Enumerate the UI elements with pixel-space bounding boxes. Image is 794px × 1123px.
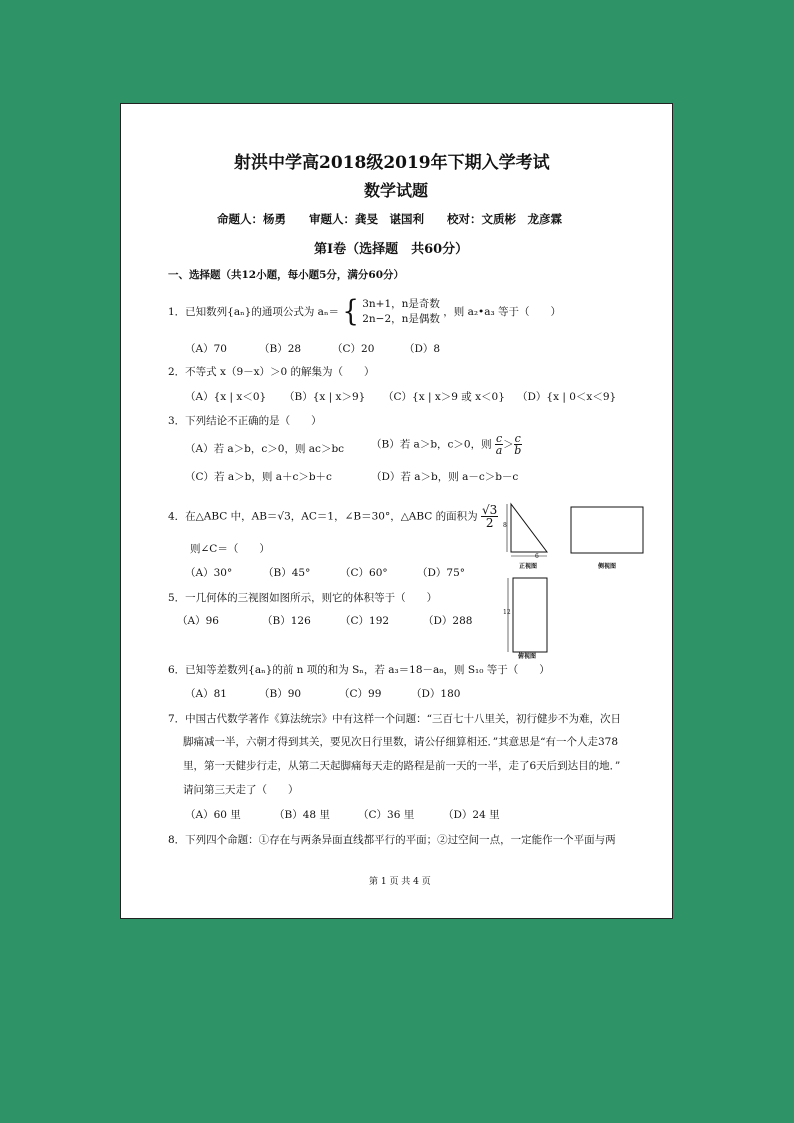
side-view-rect bbox=[571, 507, 643, 553]
question-7-line-4: 请问第三天走了（ ） bbox=[183, 784, 299, 796]
exam-title: 射洪中学高2018级2019年下期入学考试 bbox=[234, 153, 550, 173]
q2-option-a: （A）{x | x＜0} bbox=[185, 391, 267, 403]
section-heading: 一、选择题（共12小题，每小题5分，满分60分） bbox=[168, 269, 405, 281]
q1-option-d: （D）8 bbox=[404, 343, 441, 355]
q4-stem: 4．在△ABC 中，AB＝√3，AC＝1，∠B＝30°，△ABC 的面积为 bbox=[168, 510, 478, 523]
dim-8-label: 8 bbox=[503, 522, 507, 529]
q4-frac-den: 2 bbox=[485, 516, 494, 530]
question-7-line-3: 里，第一天健步行走，从第二天起脚痛每天走的路程是前一天的一半，走了6天后到达目的地．” bbox=[183, 760, 621, 772]
q4-option-b: （B）45° bbox=[263, 567, 311, 579]
q3-fraction-c-over-b bbox=[514, 433, 522, 456]
top-view-label: 俯视图 bbox=[518, 653, 537, 660]
q4-option-a: （A）30° bbox=[185, 567, 233, 579]
q1-stem-a: 1．已知数列{aₙ}的通项公式为 aₙ＝ bbox=[168, 306, 339, 319]
question-8: 8．下列四个命题：①存在与两条异面直线都平行的平面；②过空间一点，一定能作一个平面与两 bbox=[168, 834, 616, 846]
question-2: 2．不等式 x（9－x）＞0 的解集为（ ） bbox=[168, 366, 375, 378]
q4-option-c: （C）60° bbox=[340, 567, 388, 579]
question-1 bbox=[168, 297, 561, 327]
q3-frac-num: c bbox=[495, 432, 503, 445]
q4-fraction bbox=[481, 504, 498, 529]
q5-option-d: （D）288 bbox=[423, 615, 473, 627]
q3-fraction-c-over-a bbox=[495, 433, 503, 456]
front-view-label: 正视图 bbox=[519, 563, 538, 570]
subject-title: 数学试题 bbox=[364, 181, 429, 200]
front-view-triangle bbox=[511, 504, 547, 552]
dim-12-label: 12 bbox=[503, 609, 511, 616]
question-6: 6．已知等差数列{aₙ}的前 n 项的和为 Sₙ，若 a₃＝18－a₈，则 S₁₀ 等于（ ） bbox=[168, 664, 550, 676]
top-view-rect bbox=[513, 578, 547, 652]
q3-option-d: （D）若 a＞b，则 a－c＞b－c bbox=[371, 471, 519, 483]
q6-option-a: （A）81 bbox=[185, 688, 227, 700]
q1-option-a: （A）70 bbox=[185, 343, 227, 355]
q3-gt: ＞ bbox=[503, 438, 514, 451]
q4-stem-2: 则∠C＝（ ） bbox=[190, 543, 270, 555]
q3-option-a: （A）若 a＞b，c＞0，则 ac＞bc bbox=[185, 443, 345, 455]
q6-option-b: （B）90 bbox=[259, 688, 302, 700]
q3-frac-den: a bbox=[495, 444, 503, 457]
volume-title: 第Ⅰ卷（选择题 共60分） bbox=[314, 242, 469, 257]
q6-option-d: （D）180 bbox=[411, 688, 461, 700]
q3-option-b-text: （B）若 a＞b，c＞0，则 bbox=[371, 438, 492, 451]
q1-brace: { bbox=[342, 295, 359, 329]
q5-option-b: （B）126 bbox=[262, 615, 311, 627]
exam-paper bbox=[120, 103, 673, 919]
q3-frac-den-2: b bbox=[514, 444, 522, 457]
q1-case-1: 3n+1，n是奇数 bbox=[362, 298, 440, 310]
authors-line: 命题人：杨勇 审题人：龚旻 谌国利 校对：文质彬 龙彦霖 bbox=[217, 212, 562, 226]
question-5: 5．一几何体的三视图如图所示，则它的体积等于（ ） bbox=[168, 592, 438, 604]
q7-option-a: （A）60 里 bbox=[185, 809, 241, 821]
q5-option-c: （C）192 bbox=[340, 615, 390, 627]
q4-frac-num: √3 bbox=[482, 503, 498, 517]
q1-case-2: 2n−2，n是偶数 bbox=[362, 313, 440, 326]
question-4 bbox=[168, 504, 498, 529]
q5-option-a: （A）96 bbox=[177, 615, 219, 627]
q6-option-c: （C）99 bbox=[339, 688, 382, 700]
q7-option-d: （D）24 里 bbox=[443, 809, 500, 821]
q3-option-b bbox=[371, 433, 522, 456]
q7-option-b: （B）48 里 bbox=[274, 809, 330, 821]
q4-option-d: （D）75° bbox=[417, 567, 466, 579]
q2-option-b: （B）{x | x＞9} bbox=[284, 391, 366, 403]
q3-frac-num-2: c bbox=[514, 432, 521, 445]
side-view-label: 侧视图 bbox=[598, 563, 617, 570]
q2-option-d: （D）{x | 0＜x＜9} bbox=[517, 391, 617, 403]
q2-option-c: （C）{x | x＞9 或 x＜0} bbox=[383, 391, 505, 403]
question-3: 3．下列结论不正确的是（ ） bbox=[168, 415, 322, 427]
page-footer: 第 1 页 共 4 页 bbox=[369, 877, 431, 887]
question-7-line-2: 脚痛减一半，六朝才得到其关，要见次日行里数，请公仔细算相还．”其意思是“有一个人走378 bbox=[183, 736, 619, 748]
three-view-figure bbox=[503, 500, 673, 664]
q3-option-c: （C）若 a＞b，则 a＋c＞b＋c bbox=[185, 471, 332, 483]
q1-option-c: （C）20 bbox=[332, 343, 375, 355]
q1-stem-b: ，则 a₂•a₃ 等于（ ） bbox=[443, 306, 562, 319]
q1-option-b: （B）28 bbox=[259, 343, 302, 355]
dim-6-label: 6 bbox=[535, 553, 539, 560]
q7-option-c: （C）36 里 bbox=[358, 809, 415, 821]
question-7-line-1: 7．中国古代数学著作《算法统宗》中有这样一个问题：“三百七十八里关，初行健步不为难，次日 bbox=[168, 713, 622, 725]
